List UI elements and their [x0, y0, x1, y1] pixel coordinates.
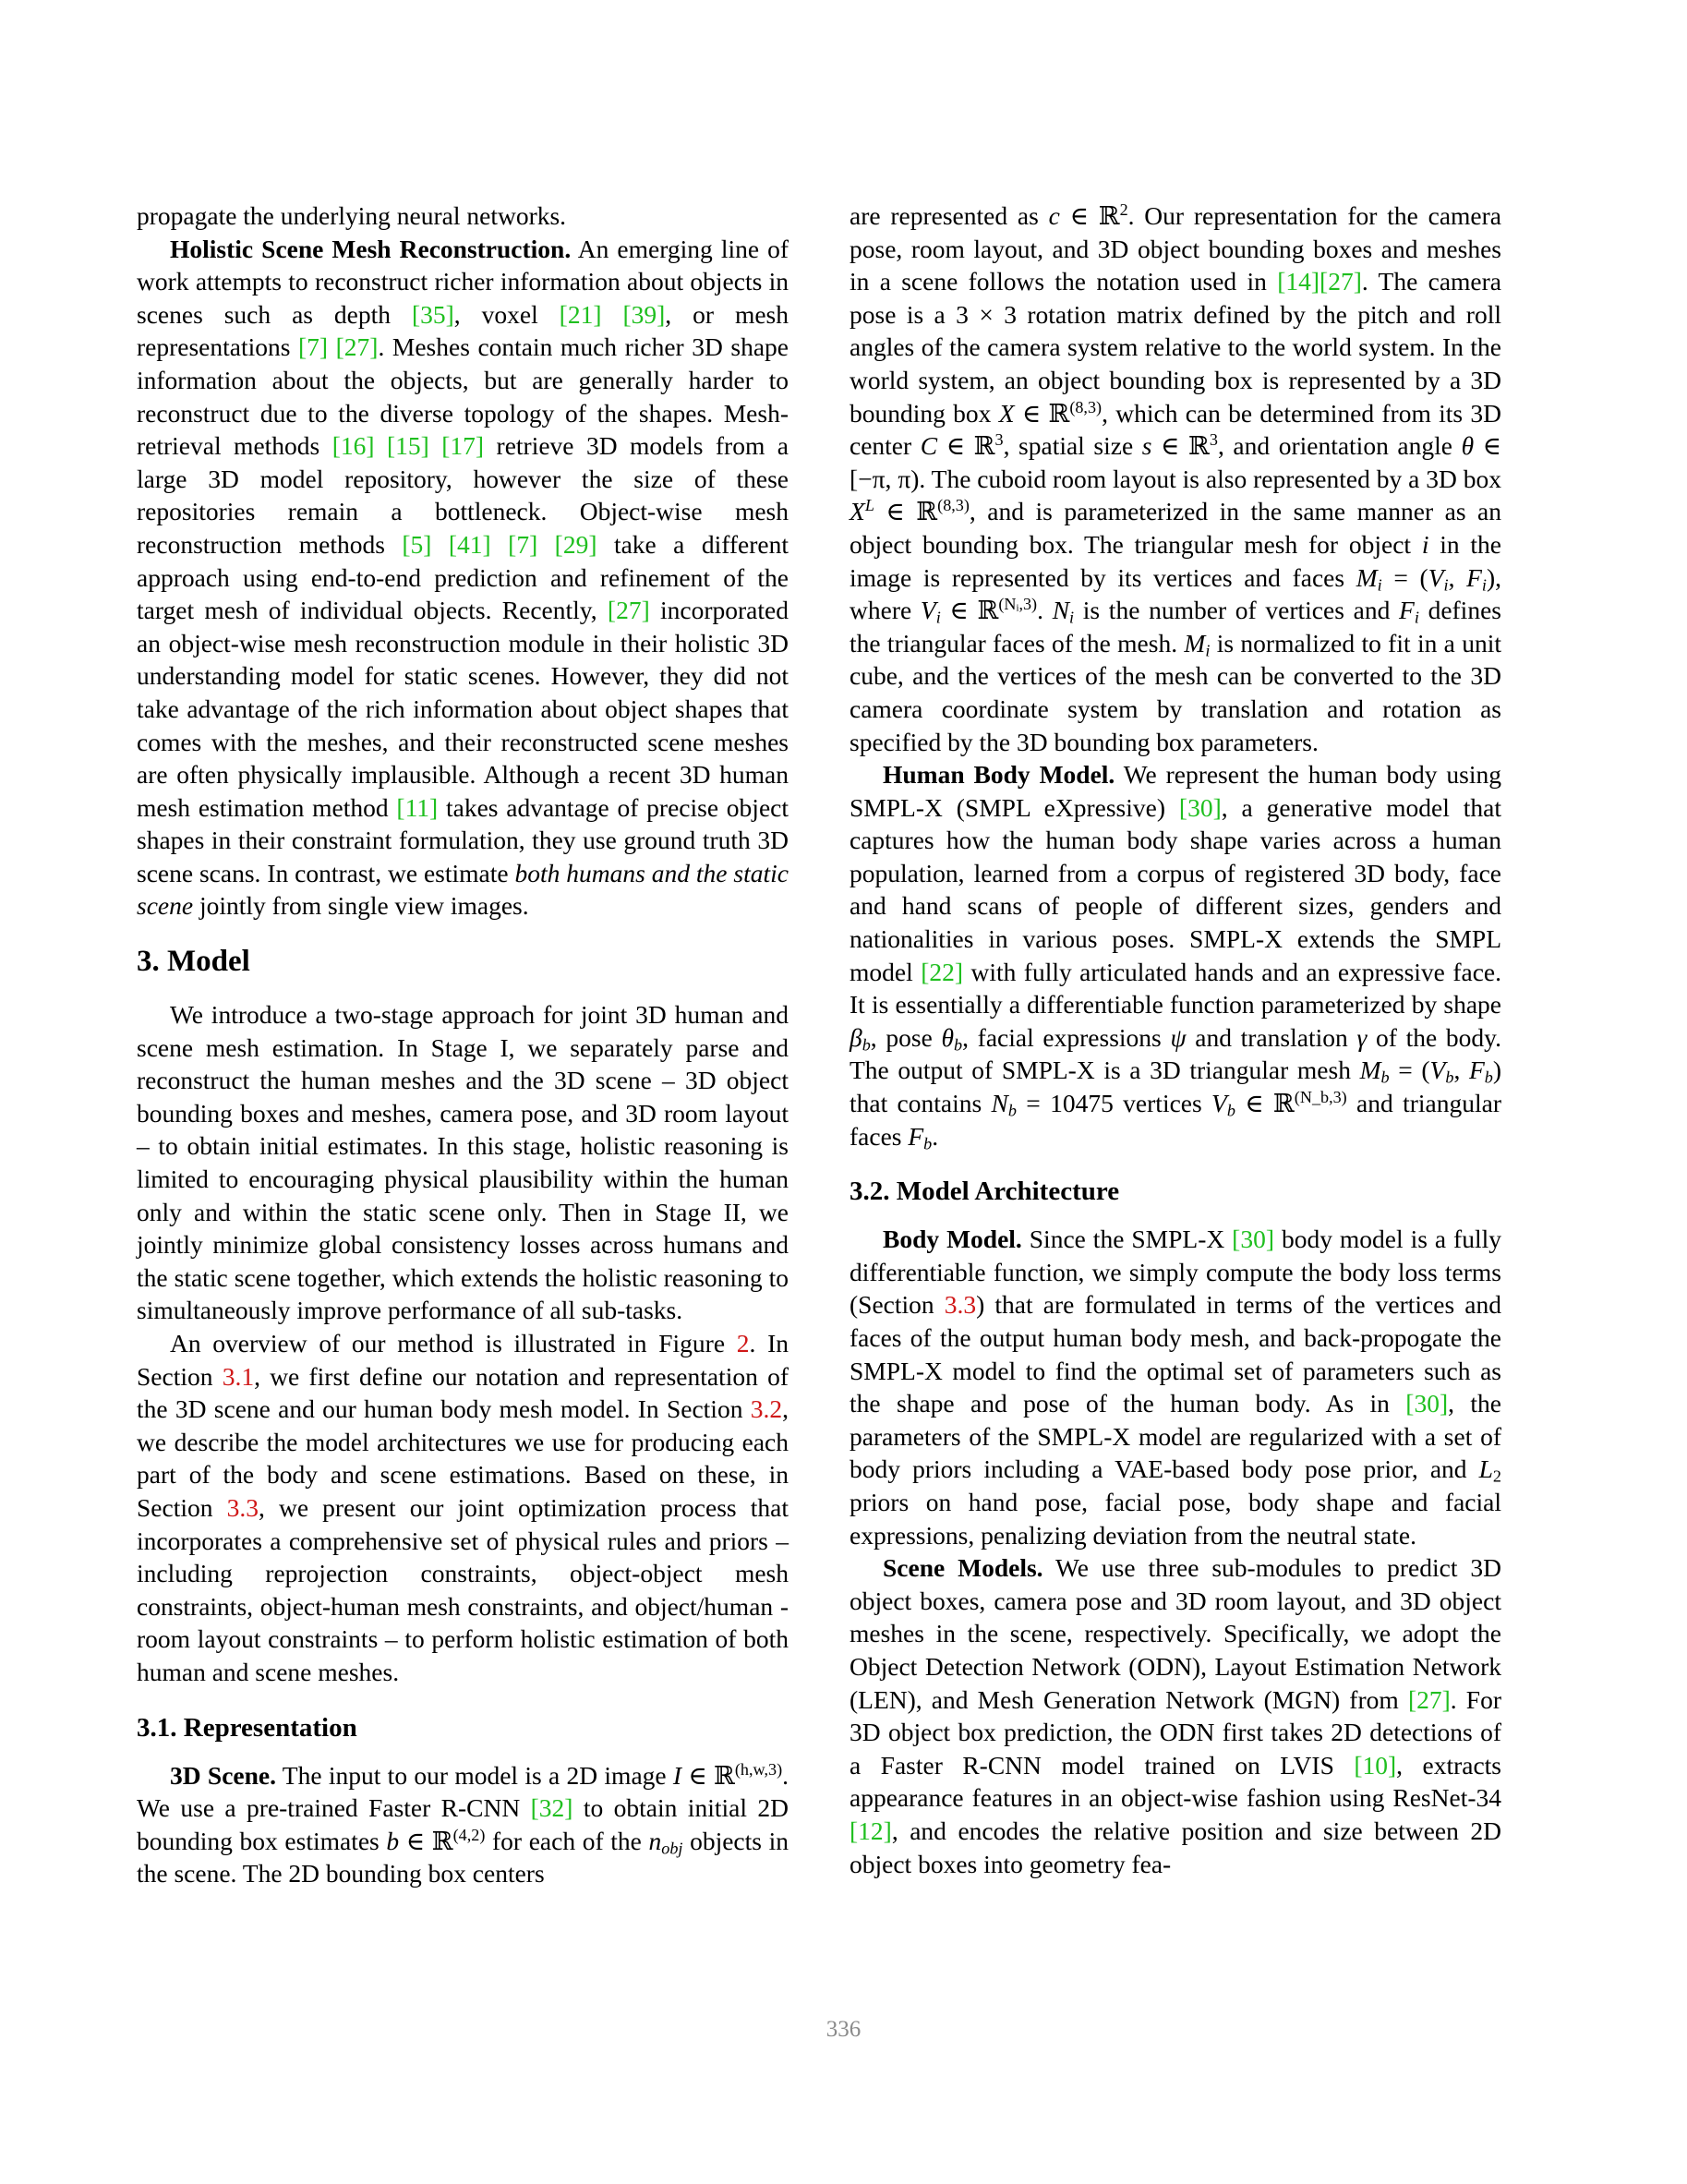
section-title: 3. Model — [137, 945, 250, 979]
citation-link[interactable]: [17] — [441, 431, 485, 461]
citation-link[interactable]: [11] — [396, 792, 439, 822]
paragraph-heading: Scene Models. — [883, 1553, 1043, 1583]
paragraph-representation: are represented as c ∈ ℝ$^2$. Our representation for the camera pose, room layout, and 3D object bounding boxes and meshes in a scene follows the notation used in [14][27]. The camera pose is a 3 × 3 rotation matrix defined by the pitch and roll angles of the camera system relative to the world system. In the world system, an object bounding box is represented by a 3D bounding box X ∈ ℝ$^{(8,3)}$, which can be determined from its 3D center C ∈ ℝ$^3$, spatial size s ∈ ℝ$^3$, and orientation angle θ ∈ [−π, π). The cuboid room layout is also represented by a 3D box $X^L$ ∈ ℝ$^{(8,3)}$, and is parameterized in the same manner as an object bounding box. The triangular mesh for object i in the image is represented by its vertices and faces $M_i = (V_i$, $F_i$), where $V_i$ ∈ ℝ$^{(Nᵢ,3)}$. $N_i$ is the number of vertices and $F_i$ defines the triangular faces of the mesh. $M_i$ is normalized to fit in a unit cube, and the vertices of the mesh can be converted to the 3D camera coordinate system by translation and rotation as specified by the 3D bounding box parameters. — [850, 200, 1502, 756]
figure-ref-link[interactable]: 2 — [736, 1329, 750, 1357]
citation-link[interactable]: [30] — [1178, 792, 1222, 822]
citation-link[interactable]: [14] — [1277, 267, 1320, 296]
citation-link[interactable]: [27] — [1407, 1684, 1451, 1714]
citation-link[interactable]: [22] — [921, 957, 964, 986]
citation-link[interactable]: [7] — [508, 529, 538, 559]
citation-link[interactable]: [10] — [1354, 1750, 1397, 1780]
paragraph-scene-models: Scene Models. We use three sub-modules to predict 3D object boxes, camera pose and 3D room layout, and 3D object meshes in the scene, respectively. Specifically, we adopt the Object Detection Network (ODN), Layout Estimation Network (LEN), and Mesh Generation Network (MGN) from [27]. For 3D object box prediction, the ODN first takes 2D detections of a Faster R-CNN model trained on LVIS [10], extracts appearance features in an object-wise fashion using ResNet-34 [12], and encodes the relative position and size between 2D object boxes into geometry fea- — [850, 1553, 1502, 1878]
paragraph-overview: An overview of our method is illustrated in Figure 2. In Section 3.1, we first define our notation and representation of the 3D scene and our human body mesh model. In Section 3.2, we describe the model architectures we use for producing each part of the body and scene estimations. Based on these, in Section 3.3, we present our joint optimization process that incorporates a comprehensive set of physical rules and priors – including reprojection constraints, object-object mesh constraints, object-human mesh constraints, and object/human - room layout constraints – to perform holistic estimation of both human and scene meshes. — [137, 1329, 789, 1686]
section-ref-link[interactable]: 3.3 — [226, 1492, 259, 1522]
citation-link[interactable]: [5] — [402, 529, 432, 559]
paragraph-human-body-model: Human Body Model. We represent the human body using SMPL-X (SMPL eXpressive) [30], a generative model that captures how the human body shape varies across a human population, learned from a corpus of registered 3D body, face and hand scans of people of different sizes, genders and nationalities in various poses. SMPL-X extends the SMPL model [22] with fully articulated hands and an expressive face. It is essentially a differentiable function parameterized by shape $\beta_b$, pose $\theta_b$, facial expressions ψ and translation γ of the body. The output of SMPL-X is a 3D triangular mesh $M_b = (V_b$, $F_b$) that contains $N_b = 10475$ vertices $V_b$ ∈ ℝ$^{(N\_b,3)}$ and triangular faces $F_b$. — [850, 760, 1502, 1153]
page-number: 336 — [825, 2017, 862, 2042]
citation-link[interactable]: [7] — [298, 332, 329, 362]
paragraph-body-model: Body Model. Since the SMPL-X [30] body model is a fully differentiable function, we simply compute the body loss terms (Section 3.3) that are formulated in terms of the vertices and faces of the output human body mesh, and back-propogate the SMPL-X model to find the optimal set of parameters such as the shape and pose of the human body. As in [30], the parameters of the SMPL-X model are regularized with a set of body priors including a VAE-based body pose prior, and $L_2$ priors on hand pose, facial pose, body shape and facial expressions, penalizing deviation from the neutral state. — [850, 1225, 1501, 1550]
right-column — [850, 199, 1501, 1880]
paragraph-heading: 3D Scene. — [170, 1760, 276, 1790]
left-column — [137, 199, 789, 1890]
citation-link[interactable]: [27] — [607, 596, 650, 625]
text: propagate the underlying neural networks. — [137, 201, 567, 230]
citation-link[interactable]: [27] — [1319, 267, 1362, 296]
citation-link[interactable]: [27] — [335, 332, 379, 362]
section-ref-link[interactable]: 3.1 — [222, 1361, 255, 1391]
paragraph-holistic-scene: Holistic Scene Mesh Reconstruction. An emerging line of work attempts to reconstruct richer information about objects in scenes such as depth [35], voxel [21] [39], or mesh representations [7] [27]. Meshes contain much richer 3D shape information about the objects, but are generally harder to reconstruct due to the diverse topology of the shapes. Mesh-retrieval methods [16] [15] [17] retrieve 3D models from a large 3D model repository, however the size of these repositories remain a bottleneck. Object-wise mesh reconstruction methods [5] [41] [7] [29] take a different approach using end-to-end prediction and refinement of the target mesh of individual objects. Recently, [27] incorporated an object-wise mesh reconstruction module in their holistic 3D understanding model for static scenes. However, they did not take advantage of the rich information about object shapes that comes with the meshes, and their reconstructed scene meshes are often physically implausible. Although a recent 3D human mesh estimation method [11] takes advantage of precise object shapes in their constraint formulation, they use ground truth 3D scene scans. In contrast, we estimate both humans and the static scene jointly from single view images. — [137, 234, 789, 921]
citation-link[interactable]: [16] — [331, 431, 375, 461]
citation-link[interactable]: [35] — [411, 299, 454, 329]
citation-link[interactable]: [21] — [559, 299, 602, 329]
paragraph-heading: Body Model. — [883, 1225, 1022, 1254]
paragraph-heading: Human Body Model. — [883, 760, 1115, 790]
citation-link[interactable]: [29] — [554, 529, 597, 559]
paragraph-3d-scene: 3D Scene. The input to our model is a 2D image I ∈ ℝ$^{(h,w,3)}$. We use a pre-trained Faster R-CNN [32] to obtain initial 2D bounding box estimates b ∈ ℝ$^{(4,2)}$ for each of the $n_{obj}$ objects in the scene. The 2D bounding box centers — [137, 1759, 789, 1888]
citation-link[interactable]: [30] — [1405, 1389, 1449, 1418]
paragraph-continuation — [137, 199, 789, 233]
citation-link[interactable]: [30] — [1232, 1225, 1274, 1254]
paragraph-two-stage: We introduce a two-stage approach for joint 3D human and scene mesh estimation. In Stage I, we separately parse and reconstruct the human meshes and the 3D scene – 3D object bounding boxes and meshes, camera pose, and 3D room layout – to obtain initial estimates. In this stage, holistic reasoning is limited to encouraging physical plausibility within the human only and within the static scene only. Then in Stage II, we jointly minimize global consistency losses across humans and the static scene together, which extends the holistic reasoning to simultaneously improve performance of all sub-tasks. — [137, 1000, 789, 1325]
citation-link[interactable]: [12] — [850, 1816, 892, 1845]
section-ref-link[interactable]: 3.3 — [944, 1290, 977, 1320]
emphasis: both humans and the static scene — [137, 858, 789, 921]
citation-link[interactable]: [15] — [386, 431, 429, 461]
subsection-title: 3.1. Representation — [137, 1712, 357, 1743]
citation-link[interactable]: [41] — [448, 529, 491, 559]
section-ref-link[interactable]: 3.2 — [750, 1394, 783, 1424]
paragraph-heading: Holistic Scene Mesh Reconstruction. — [170, 234, 572, 263]
citation-link[interactable]: [39] — [622, 299, 666, 329]
citation-link[interactable]: [32] — [530, 1793, 573, 1823]
subsection-title: 3.2. Model Architecture — [850, 1176, 1120, 1207]
